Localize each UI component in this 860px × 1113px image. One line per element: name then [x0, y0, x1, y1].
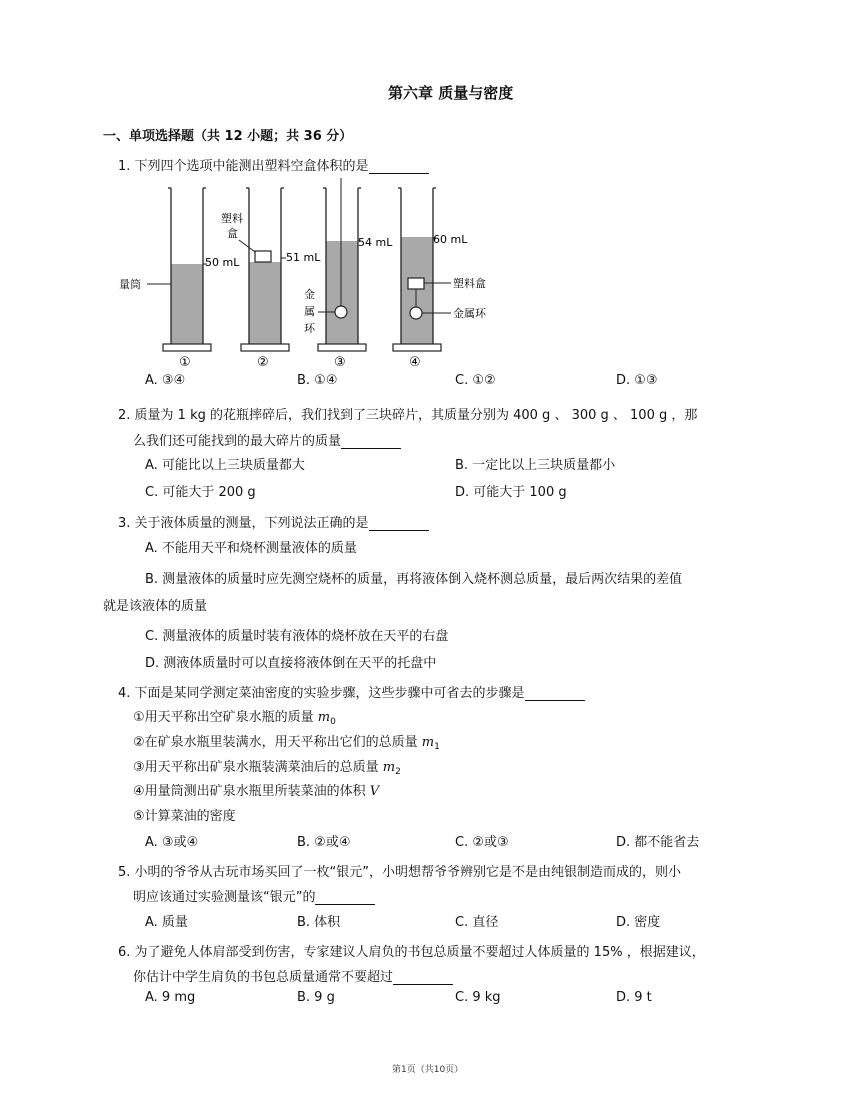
- question-5-option-d[interactable]: D. 密度: [616, 915, 661, 930]
- cylinder-3-reading: 54 mL: [358, 236, 393, 249]
- cylinder-1-reading: 50 mL: [205, 256, 240, 269]
- answer-blank: [369, 159, 429, 174]
- cylinder-4-ring-label: 金属环: [453, 307, 486, 320]
- question-3-stem: 3. 关于液体质量的测量，下列说法正确的是: [118, 512, 429, 531]
- cylinder-2-label-line1: 塑料: [221, 212, 243, 225]
- question-3-option-a[interactable]: A. 不能用天平和烧杯测量液体的质量: [145, 541, 357, 556]
- answer-blank: [341, 434, 401, 449]
- page-title: 第六章 质量与密度: [388, 84, 514, 102]
- cylinder-3-label-line1: 金: [304, 288, 315, 301]
- answer-blank: [393, 970, 453, 985]
- question-4-step-3: ③用天平称出矿泉水瓶装满菜油后的总质量 $m_2$: [133, 760, 401, 777]
- question-3-option-b-line2[interactable]: 就是该液体的质量: [103, 599, 208, 614]
- question-6-option-c[interactable]: C. 9 kg: [455, 990, 501, 1005]
- cylinder-3: [304, 178, 393, 370]
- question-5-option-c[interactable]: C. 直径: [455, 915, 499, 930]
- question-6-option-b[interactable]: B. 9 g: [297, 990, 335, 1005]
- question-4-option-c[interactable]: C. ②或③: [455, 835, 509, 850]
- question-2-option-a[interactable]: A. 可能比以上三块质量都大: [145, 458, 305, 473]
- question-1-option-b[interactable]: B. ①④: [297, 373, 338, 388]
- cylinder-3-number: ③: [334, 355, 346, 370]
- cylinder-3-label-line2: 属: [304, 305, 315, 318]
- cylinder-4-box-label: 塑料盒: [453, 277, 486, 290]
- section-heading: 一、单项选择题（共 12 小题；共 36 分）: [103, 129, 353, 144]
- question-3-option-c[interactable]: C. 测量液体的质量时装有液体的烧杯放在天平的右盘: [145, 629, 449, 644]
- question-2-stem-line2: 么我们还可能找到的最大碎片的质量: [133, 430, 401, 449]
- question-4-option-a[interactable]: A. ③或④: [145, 835, 199, 850]
- question-1-option-a[interactable]: A. ③④: [145, 373, 186, 388]
- question-1-option-d[interactable]: D. ①③: [616, 373, 658, 388]
- answer-blank: [315, 890, 375, 905]
- cylinder-2-reading: 51 mL: [286, 251, 321, 264]
- measuring-cylinder-figure: [119, 178, 525, 370]
- cylinder-4-number: ④: [409, 355, 421, 370]
- question-5-stem-line1: 5. 小明的爷爷从古玩市场买回了一枚“银元”，小明想帮爷爷辨别它是不是由纯银制造而成的，则小: [118, 865, 682, 880]
- question-1-stem: 1. 下列四个选项中能测出塑料空盒体积的是: [118, 155, 429, 174]
- question-2-option-b[interactable]: B. 一定比以上三块质量都小: [455, 458, 616, 473]
- question-2-option-d[interactable]: D. 可能大于 100 g: [455, 485, 567, 500]
- question-5-option-a[interactable]: A. 质量: [145, 915, 188, 930]
- question-3-option-b-line1[interactable]: B. 测量液体的质量时应先测空烧杯的质量，再将液体倒入烧杯测总质量，最后两次结果的差值: [145, 572, 683, 587]
- answer-blank: [525, 686, 585, 701]
- cylinder-3-label-line3: 环: [304, 322, 315, 335]
- question-2-option-c[interactable]: C. 可能大于 200 g: [145, 485, 256, 500]
- cylinder-2-label-line2: 盒: [227, 227, 238, 240]
- question-4-step-2: ②在矿泉水瓶里装满水，用天平称出它们的总质量 $m_1$: [133, 735, 440, 752]
- question-3-option-d[interactable]: D. 测液体质量时可以直接将液体倒在天平的托盘中: [145, 656, 437, 671]
- answer-blank: [369, 516, 429, 531]
- question-4-step-4: ④用量筒测出矿泉水瓶里所装菜油的体积 V: [133, 784, 380, 799]
- cylinder-4-reading: 60 mL: [433, 233, 468, 246]
- question-2-stem-line1: 2. 质量为 1 kg 的花瓶摔碎后，我们找到了三块碎片，其质量分别为 400 g 、 300 g 、 100 g ，那: [118, 408, 698, 423]
- question-5-option-b[interactable]: B. 体积: [297, 915, 341, 930]
- cylinder-2-number: ②: [257, 355, 269, 370]
- page-footer: 第1页（共10页）: [392, 1065, 464, 1075]
- question-5-stem-line2: 明应该通过实验测量该“银元”的: [133, 886, 375, 905]
- metal-ring-shape: [410, 307, 422, 319]
- question-6-option-d[interactable]: D. 9 t: [616, 990, 652, 1005]
- question-6-stem-line2: 你估计中学生肩负的书包总质量通常不要超过: [133, 966, 453, 985]
- cylinder-1-label: 量筒: [119, 278, 141, 291]
- metal-ring-shape: [335, 306, 347, 318]
- plastic-box-shape: [408, 278, 424, 289]
- question-4-option-d[interactable]: D. 都不能省去: [616, 835, 700, 850]
- cylinder-1-number: ①: [179, 355, 191, 370]
- cylinder-4: [393, 188, 487, 370]
- question-6-option-a[interactable]: A. 9 mg: [145, 990, 196, 1005]
- question-6-stem-line1: 6. 为了避免人体肩部受到伤害，专家建议人肩负的书包总质量不要超过人体质量的 15% ，根据建议，: [118, 945, 705, 960]
- question-4-option-b[interactable]: B. ②或④: [297, 835, 351, 850]
- plastic-box-shape: [255, 251, 271, 262]
- question-1-option-c[interactable]: C. ①②: [455, 373, 496, 388]
- question-4-stem: 4. 下面是某同学测定菜油密度的实验步骤，这些步骤中可省去的步骤是: [118, 682, 585, 701]
- question-4-step-5: ⑤计算菜油的密度: [133, 809, 236, 824]
- cylinder-2: [221, 188, 321, 370]
- question-4-step-1: ①用天平称出空矿泉水瓶的质量 $m_0$: [133, 710, 336, 727]
